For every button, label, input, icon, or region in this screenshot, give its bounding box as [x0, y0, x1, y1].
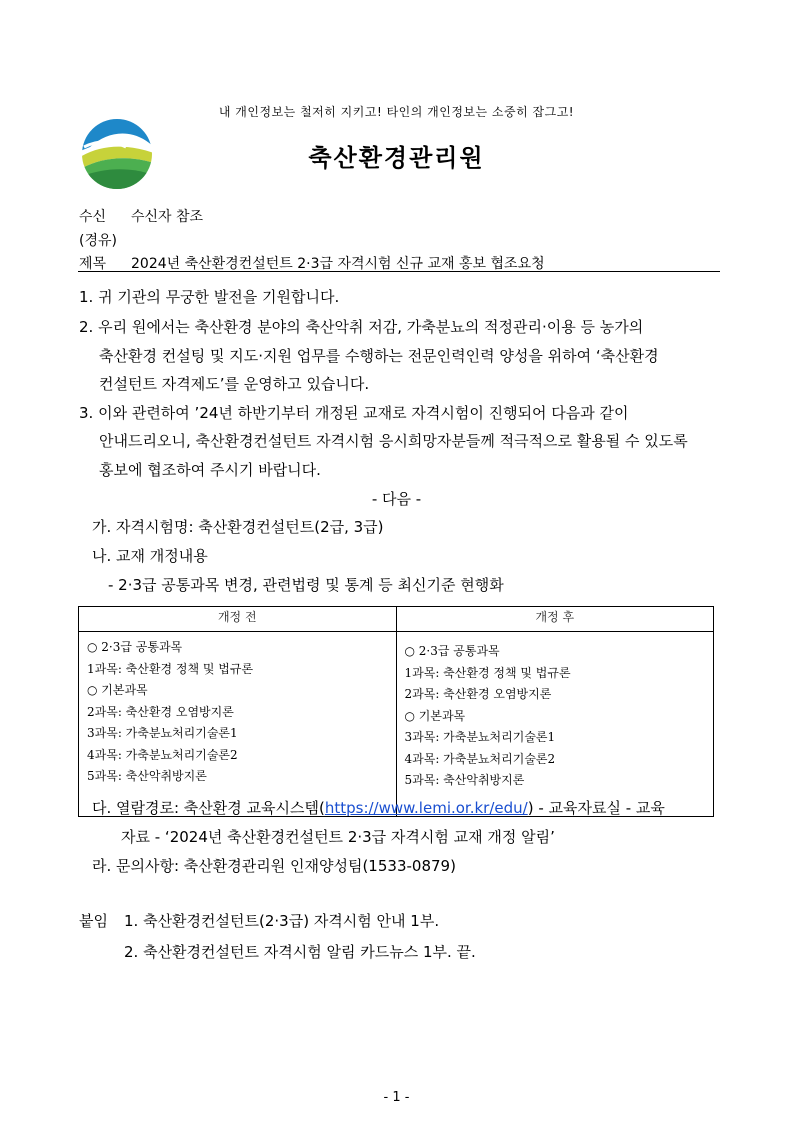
recipient-label: 수신	[79, 209, 107, 225]
before-header: 개정 전	[79, 607, 397, 632]
before-row: ○ 기본과목	[87, 683, 148, 697]
before-row: 1과목: 축산환경 정책 및 법규론	[87, 661, 254, 676]
before-row: 3과목: 가축분뇨처리기술론1	[87, 726, 238, 740]
before-row: ○ 2·3급 공통과목	[87, 640, 183, 654]
paragraph-2-line-1: 2. 우리 원에서는 축산환경 분야의 축산악취 저감, 가축분뇨의 적정관리·이용 등 농가의	[79, 318, 644, 336]
after-row: 5과목: 축산악취방지론	[404, 773, 525, 787]
item-da-prefix: 다. 열람경로: 축산환경 교육시스템(	[92, 799, 325, 817]
organization-name: 축산환경관리원	[308, 144, 485, 172]
paragraph-3-line-2: 안내드리오니, 축산환경컨설턴트 자격시험 응시희망자분들께 적극적으로 활용될 수 있도록	[99, 432, 688, 450]
item-ga: 가. 자격시험명: 축산환경컨설턴트(2급, 3급)	[92, 518, 384, 536]
item-da-suffix: ) - 교육자료실 - 교육	[527, 799, 665, 817]
subject-divider	[78, 271, 720, 272]
attachment-1: 1. 축산환경컨설턴트(2·3급) 자격시험 안내 1부.	[124, 912, 440, 930]
privacy-slogan: 내 개인정보는 철저히 지키고! 타인의 개인정보는 소중히 잡그고!	[218, 105, 575, 119]
via-label: (경유)	[79, 233, 117, 249]
before-column	[79, 632, 397, 817]
before-row: 4과목: 가축분뇨처리기술론2	[87, 747, 238, 762]
paragraph-3-line-1: 3. 이와 관련하여 ’24년 하반기부터 개정된 교재로 자격시험이 진행되어 다음과 같이	[79, 404, 629, 422]
item-ra: 라. 문의사항: 축산환경관리원 인재양성팀(1533-0879)	[92, 857, 456, 875]
next-heading: - 다음 -	[371, 490, 422, 508]
recipient-value: 수신자 참조	[131, 209, 204, 225]
after-row: 3과목: 가축분뇨처리기술론1	[404, 730, 556, 744]
paragraph-2-line-3: 컨설턴트 자격제도’를 운영하고 있습니다.	[99, 375, 370, 393]
subject-line	[79, 253, 545, 273]
subject-value: 2024년 축산환경컨설턴트 2·3급 자격시험 신규 교재 홍보 협조요청	[131, 256, 545, 272]
attachment-2: 2. 축산환경컨설턴트 자격시험 알림 카드뉴스 1부. 끝.	[124, 943, 476, 961]
after-header: 개정 후	[396, 607, 714, 632]
item-na-sub: - 2·3급 공통과목 변경, 관련법령 및 통계 등 최신기준 현행화	[108, 576, 504, 594]
paragraph-2-line-2: 축산환경 컨설팅 및 지도·지원 업무를 수행하는 전문인력인력 양성을 위하여 ‘축산환경	[99, 347, 659, 365]
recipient-line	[79, 206, 203, 226]
after-column	[396, 632, 714, 817]
attachments-label: 붙임	[79, 912, 108, 930]
before-row: 2과목: 축산환경 오염방지론	[87, 704, 234, 719]
via-line	[79, 230, 117, 250]
page-number: - 1 -	[383, 1090, 410, 1105]
after-row: 2과목: 축산환경 오염방지론	[404, 687, 552, 701]
revision-table	[78, 606, 714, 817]
after-row: ○ 2·3급 공통과목	[404, 644, 500, 658]
after-row: 4과목: 가축분뇨처리기술론2	[404, 751, 556, 766]
item-da-line-2: 자료 - ‘2024년 축산환경컨설턴트 2·3급 자격시험 교재 개정 알림’	[121, 828, 555, 846]
before-row: 5과목: 축산악취방지론	[87, 769, 207, 783]
subject-label: 제목	[79, 256, 107, 272]
item-da-line-1	[92, 797, 665, 818]
paragraph-1: 1. 귀 기관의 무궁한 발전을 기원합니다.	[79, 288, 340, 306]
item-na: 나. 교재 개정내용	[92, 547, 208, 565]
paragraph-3-line-3: 홍보에 협조하여 주시기 바랍니다.	[99, 461, 321, 479]
after-row: ○ 기본과목	[404, 708, 466, 723]
after-row: 1과목: 축산환경 정책 및 법규론	[404, 665, 571, 680]
edu-system-link[interactable]: https://www.lemi.or.kr/edu/	[324, 799, 528, 817]
